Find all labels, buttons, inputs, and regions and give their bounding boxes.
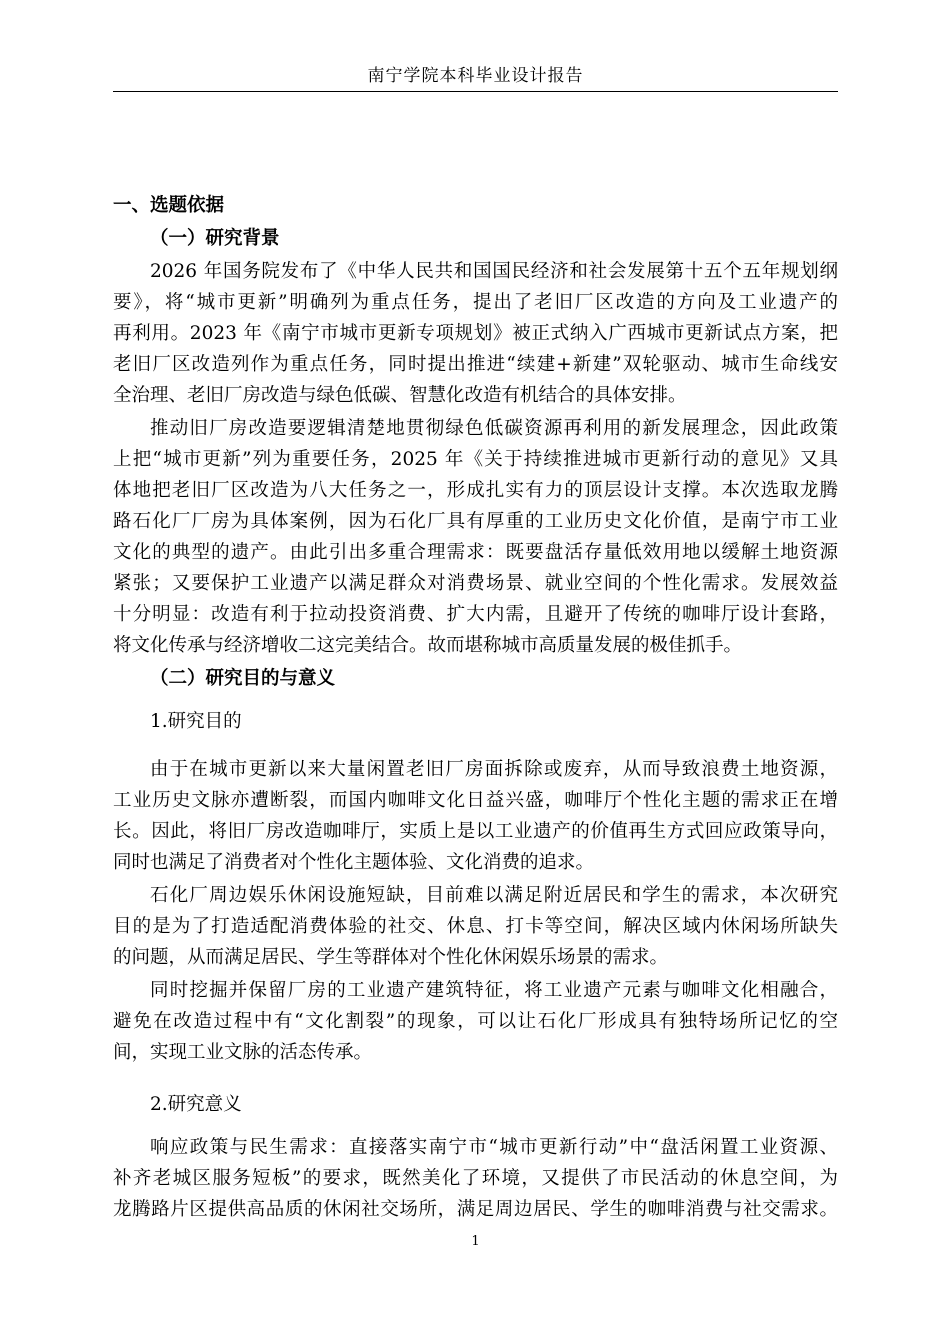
page-header-title: 南宁学院本科毕业设计报告	[367, 66, 584, 86]
paragraph-line: 十分明显：改造有利于拉动投资消费、扩大内需，且避开了传统的咖啡厅设计套路，	[113, 604, 838, 625]
paragraph-line: 老旧厂区改造列作为重点任务，同时提出推进“续建+新建”双轮驱动、城市生命线安	[113, 354, 838, 375]
paragraph-line: 龙腾路片区提供高品质的休闲社交场所，满足周边居民、学生的咖啡消费与社交需求。	[113, 1199, 838, 1220]
paragraph-line: 全治理、老旧厂房改造与绿色低碳、智慧化改造有机结合的具体安排。	[113, 385, 687, 406]
paragraph-line: 将文化传承与经济增收二这完美结合。故而堪称城市高质量发展的极佳抓手。	[113, 635, 743, 656]
paragraph-line: 目的是为了打造适配消费体验的社交、休息、打卡等空间，解决区域内休闲场所缺失	[113, 916, 838, 937]
paragraph-line: 紧张；又要保护工业遗产以满足群众对消费场景、就业空间的个性化需求。发展效益	[113, 573, 838, 594]
paragraph-line: 2026 年国务院发布了《中华人民共和国国民经济和社会发展第十五个五年规划纲	[150, 261, 838, 282]
paragraph-line: 路石化厂厂房为具体案例，因为石化厂具有厚重的工业历史文化价值，是南宁市工业	[113, 511, 838, 532]
paragraph-line: 文化的典型的遗产。由此引出多重合理需求：既要盘活存量低效用地以缓解土地资源	[113, 542, 838, 563]
paragraph-line: 的问题，从而满足居民、学生等群体对个性化休闲娱乐场景的需求。	[113, 947, 669, 968]
paragraph-line: 同时挖掘并保留厂房的工业遗产建筑特征，将工业遗产元素与咖啡文化相融合，	[150, 980, 838, 1001]
paragraph-line: 补齐老城区服务短板”的要求，既然美化了环境，又提供了市民活动的休息空间，为	[113, 1168, 838, 1189]
subsection-title: 2.研究意义	[150, 1094, 242, 1115]
paragraph-line: 石化厂周边娱乐休闲设施短缺，目前难以满足附近居民和学生的需求，本次研究	[150, 885, 838, 906]
subsection-title: 1.研究目的	[150, 711, 242, 732]
paragraph-line: 响应政策与民生需求：直接落实南宁市“城市更新行动”中“盘活闲置工业资源、	[150, 1137, 838, 1158]
header-rule	[113, 91, 838, 92]
paragraph-line: 再利用。2023 年《南宁市城市更新专项规划》被正式纳入广西城市更新试点方案，把	[113, 323, 838, 344]
purpose-heading: （二）研究目的与意义	[150, 668, 336, 689]
paragraph-line: 避免在改造过程中有“文化割裂”的现象，可以让石化厂形成具有独特场所记忆的空	[113, 1011, 838, 1032]
paragraph-line: 间，实现工业文脉的活态传承。	[113, 1042, 373, 1063]
paragraph-line: 工业历史文脉亦遭断裂，而国内咖啡文化日益兴盛，咖啡厅个性化主题的需求正在增	[113, 790, 838, 811]
paragraph-line: 要》，将“城市更新”明确列为重点任务，提出了老旧厂区改造的方向及工业遗产的	[113, 292, 838, 313]
section-title: 一、选题依据	[113, 195, 225, 216]
background-heading: （一）研究背景	[150, 228, 280, 249]
page-number: 1	[471, 1234, 480, 1249]
paragraph-line: 上把“城市更新”列为重要任务，2025 年《关于持续推进城市更新行动的意见》又具	[113, 449, 838, 470]
paragraph-line: 体地把老旧厂区改造为八大任务之一，形成扎实有力的顶层设计支撑。本次选取龙腾	[113, 480, 838, 501]
paragraph-line: 同时也满足了消费者对个性化主题体验、文化消费的追求。	[113, 852, 595, 873]
paragraph-line: 推动旧厂房改造要逻辑清楚地贯彻绿色低碳资源再利用的新发展理念，因此政策	[150, 418, 838, 439]
paragraph-line: 长。因此，将旧厂房改造咖啡厅，实质上是以工业遗产的价值再生方式回应政策导向，	[113, 821, 838, 842]
paragraph-line: 由于在城市更新以来大量闲置老旧厂房面拆除或废弃，从而导致浪费土地资源，	[150, 759, 838, 780]
